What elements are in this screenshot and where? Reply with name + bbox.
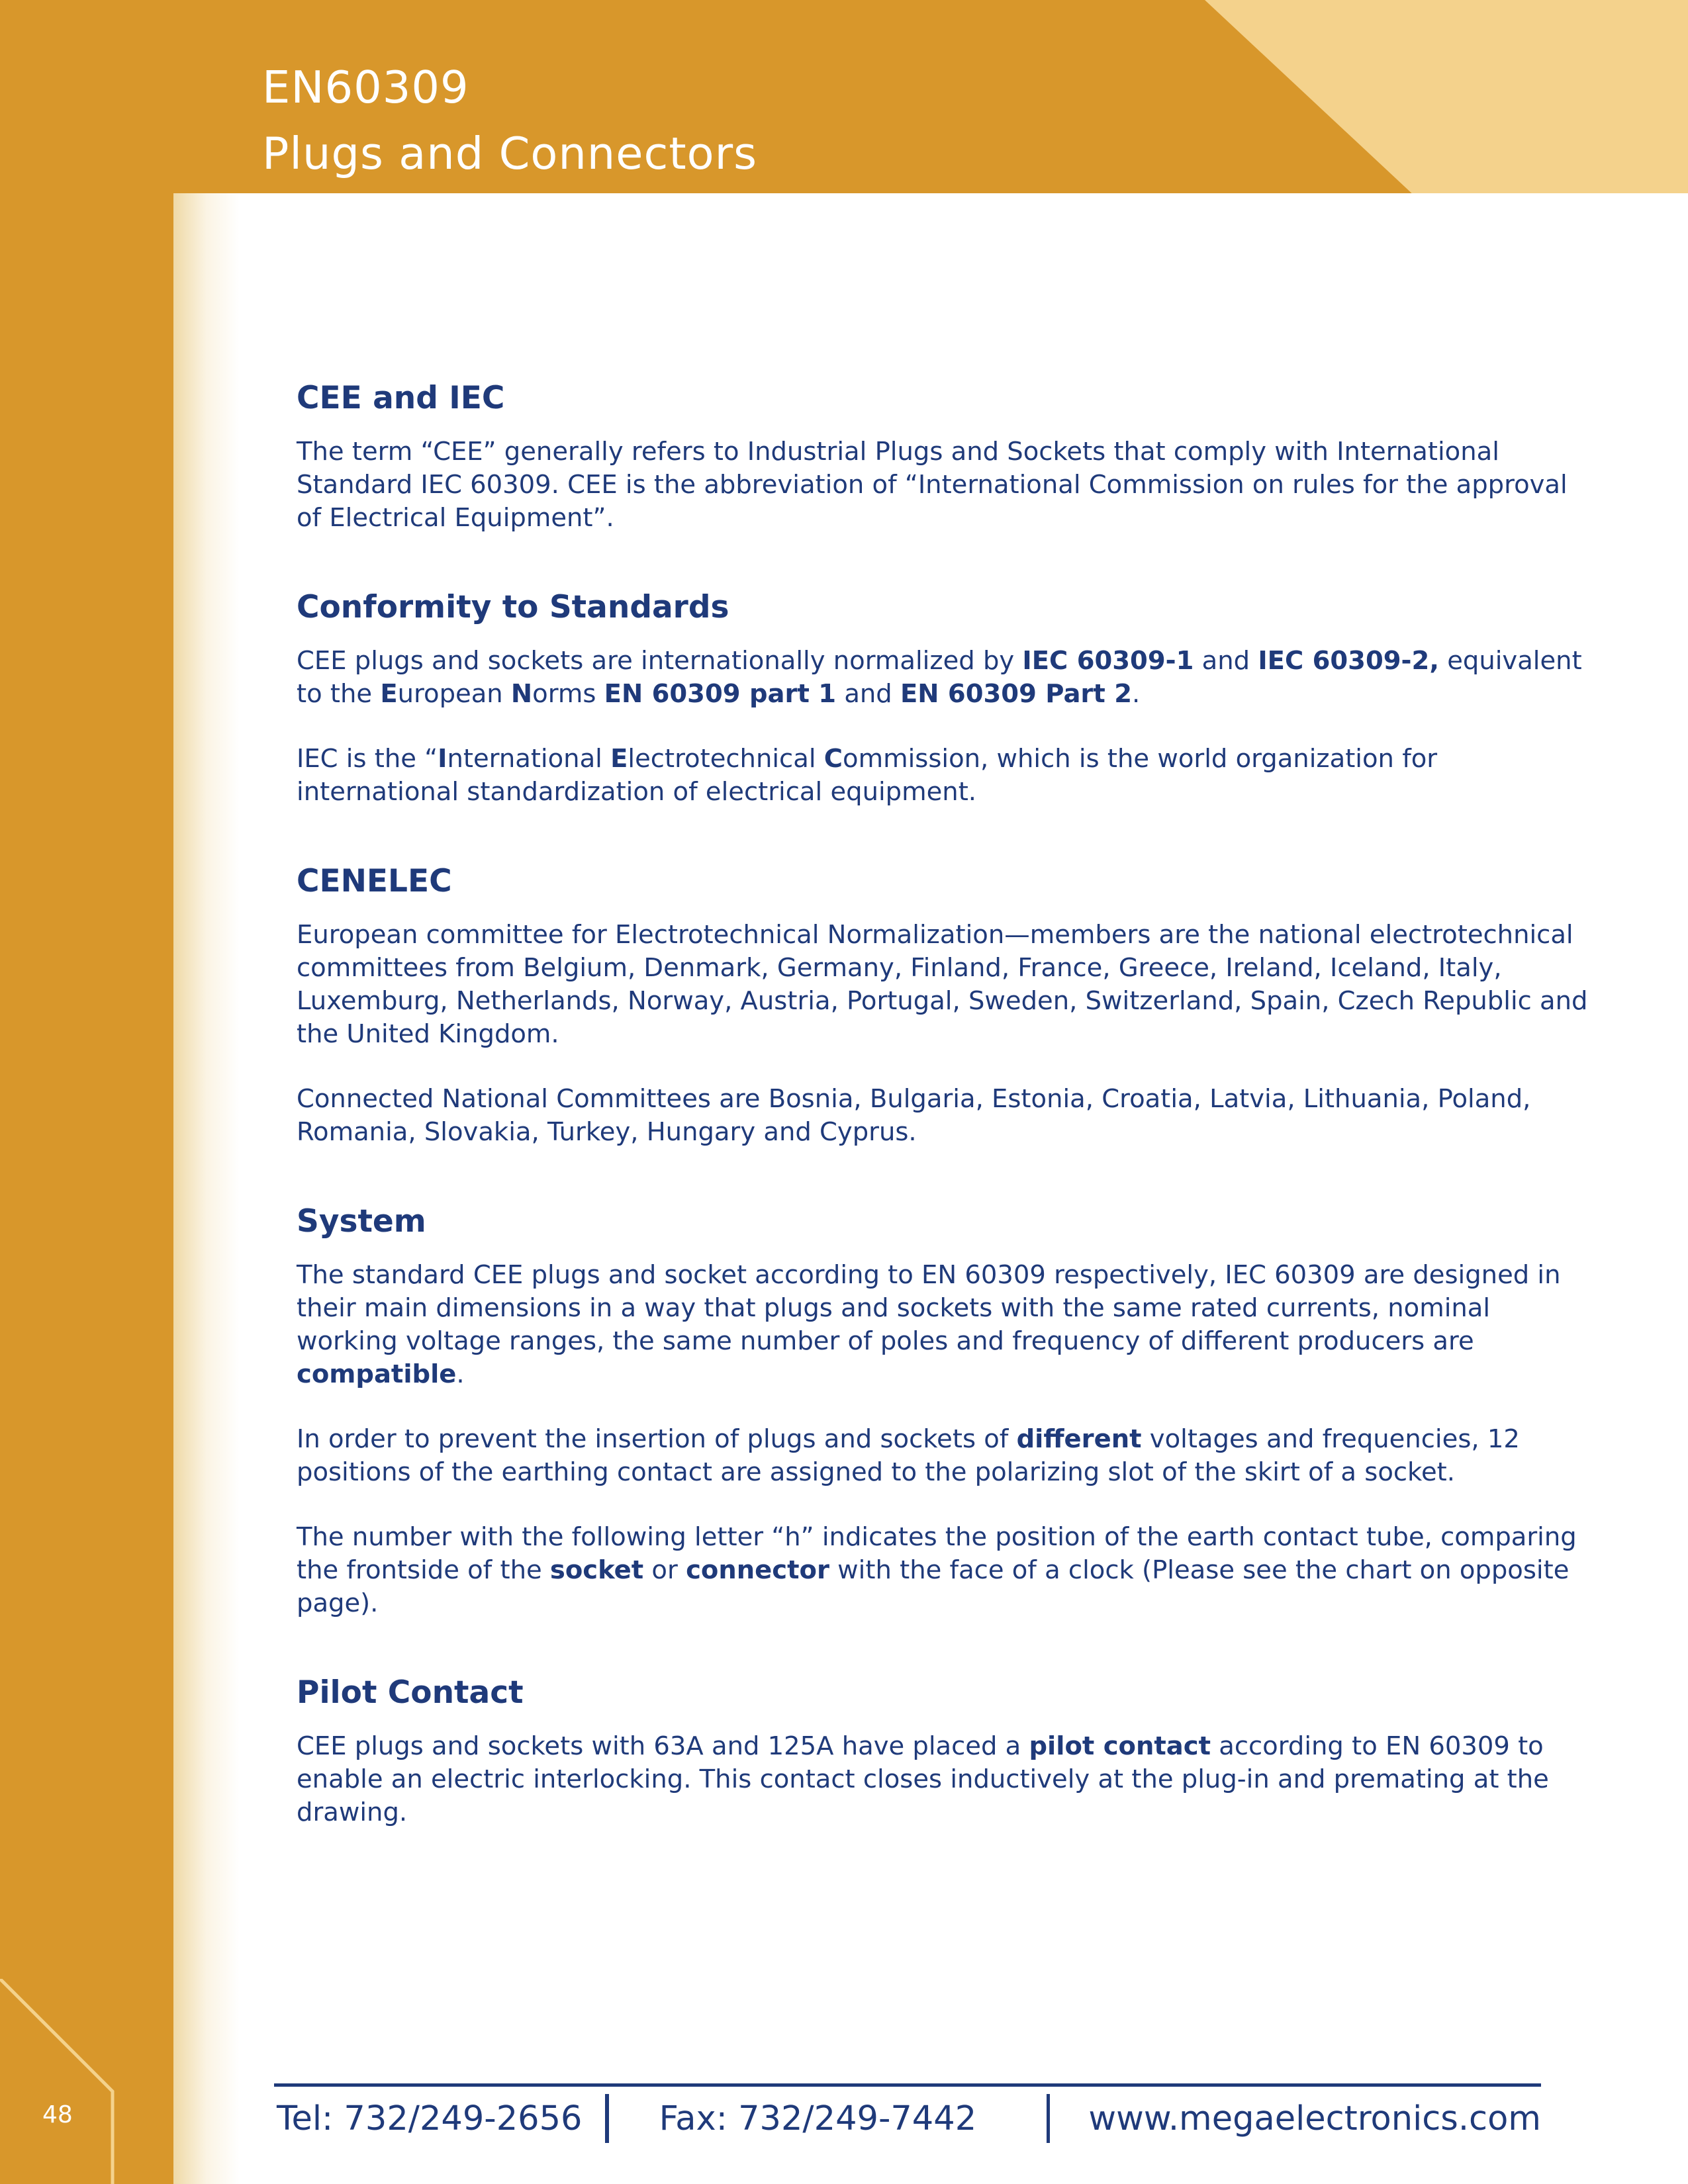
text-run: The standard CEE plugs and socket according to EN 60309 respectively, IEC 60309 are designed in their main dimensions in a way that plugs and sockets with the same rated currents, nominal working voltage ranges, the same number of poles and frequency of different producers are (297, 1260, 1561, 1356)
section-paragraph (297, 1423, 1594, 1489)
page-number: 48 (42, 2101, 73, 2128)
bold-text-run: connector (686, 1555, 829, 1585)
footer-website[interactable]: www.megaelectronics.com (1088, 2099, 1541, 2138)
section-paragraph (297, 645, 1594, 711)
text-run: and (836, 679, 900, 709)
section-paragraph (297, 435, 1594, 535)
footer (274, 2095, 1541, 2142)
text-run: uropean (397, 679, 511, 709)
text-run: CEE plugs and sockets are internationally normalized by (297, 646, 1023, 676)
text-run: . (1132, 679, 1141, 709)
text-run: Connected National Committees are Bosnia, Bulgaria, Estonia, Croatia, Latvia, Lithuania, Poland, Romania, Slovakia, Turkey, Hungary and Cyprus. (297, 1084, 1531, 1147)
section (297, 1202, 1594, 1620)
page-title-line-2: Plugs and Connectors (262, 128, 758, 179)
page-title-line-1: EN60309 (262, 62, 469, 113)
section-paragraph (297, 1521, 1594, 1620)
text-run: with the face of a clock (Please see the chart on opposite page). (297, 1555, 1570, 1618)
bold-text-run: N (510, 679, 533, 709)
section (297, 588, 1594, 809)
bold-text-run: EN 60309 part 1 (604, 679, 837, 709)
text-run: and (1194, 646, 1258, 676)
section (297, 1673, 1594, 1829)
content-panel (173, 193, 1688, 2184)
content-panel-shadow (173, 193, 240, 2184)
text-run: The term “CEE” generally refers to Industrial Plugs and Sockets that comply with International Standard IEC 60309. CEE is the abbreviation of “International Commission on rules for the approval of Electrical Equipment”. (297, 437, 1568, 533)
section-paragraph (297, 743, 1594, 809)
text-run: equivalent to the (297, 646, 1582, 709)
section-paragraph (297, 1259, 1594, 1391)
text-run: ommission, which is the world organization for international standardization of electrical equipment. (297, 744, 1438, 807)
section-heading: CEE and IEC (297, 380, 505, 416)
body-text (297, 379, 1594, 1882)
bold-text-run: socket (549, 1555, 644, 1585)
section (297, 379, 1594, 535)
text-run: according to EN 60309 to enable an electric interlocking. This contact closes inductively at the plug-in and premating at the drawing. (297, 1731, 1549, 1827)
text-run: lectrotechnical (628, 744, 824, 774)
bold-text-run: C (823, 744, 843, 774)
bold-text-run: I (438, 744, 447, 774)
section-heading: Conformity to Standards (297, 589, 729, 625)
bold-text-run: compatible (297, 1359, 457, 1389)
text-run: orms (532, 679, 604, 709)
footer-rule (274, 2083, 1541, 2087)
corner-decoration-line (0, 1979, 185, 2184)
header-accent-shape (1205, 0, 1688, 199)
section-paragraph (297, 1083, 1594, 1149)
section-paragraph (297, 919, 1594, 1051)
text-run: European committee for Electrotechnical Normalization—members are the national electrotechnical committees from Belgium, Denmark, Germany, Finland, France, Greece, Ireland, Iceland, Italy, Luxemburg, Netherlands, Norway, Austria, Portugal, Sweden, Switzerland, Spain, Czech Republic and the United Kingdom. (297, 920, 1588, 1049)
text-run: . (456, 1359, 465, 1389)
section-heading: Pilot Contact (297, 1674, 524, 1711)
bold-text-run: different (1016, 1424, 1142, 1454)
section-paragraph (297, 1730, 1594, 1829)
text-run: or (643, 1555, 686, 1585)
text-run: voltages and frequencies, 12 positions of the earthing contact are assigned to the polarizing slot of the skirt of a socket. (297, 1424, 1520, 1487)
footer-tel: Tel: 732/249-2656 (277, 2099, 583, 2138)
text-run: The number with the following letter “h” indicates the position of the earth contact tube, comparing the frontside of the (297, 1522, 1577, 1585)
section-heading: CENELEC (297, 863, 452, 899)
bold-text-run: E (380, 679, 398, 709)
bold-text-run: E (610, 744, 628, 774)
bold-text-run: IEC 60309-2, (1258, 646, 1439, 676)
text-run: In order to prevent the insertion of plugs and sockets of (297, 1424, 1017, 1454)
text-run: IEC is the “ (297, 744, 438, 774)
text-run: nternational (447, 744, 611, 774)
bold-text-run: EN 60309 Part 2 (900, 679, 1133, 709)
footer-fax: Fax: 732/249-7442 (659, 2099, 977, 2138)
section (297, 862, 1594, 1149)
section-heading: System (297, 1203, 426, 1240)
page-title (262, 54, 757, 187)
text-run: CEE plugs and sockets with 63A and 125A have placed a (297, 1731, 1029, 1761)
bold-text-run: pilot contact (1029, 1731, 1211, 1761)
bold-text-run: IEC 60309-1 (1022, 646, 1194, 676)
